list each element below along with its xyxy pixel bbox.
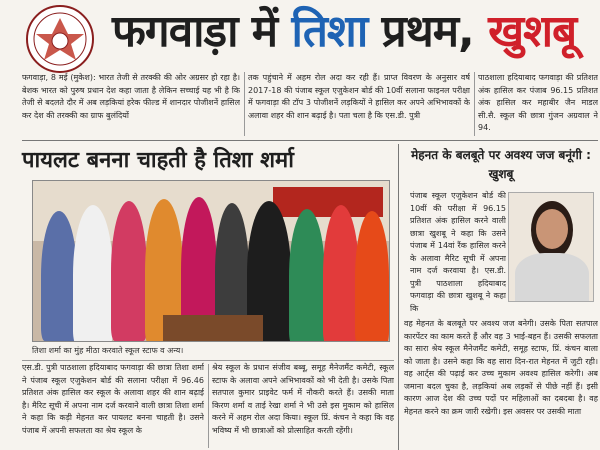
section-divider xyxy=(22,140,598,141)
right-article-body: वह मेहनत के बलबूते पर अवश्य जज बनेगी। उसके पिता सतपाल कारपेंटर का काम करते हैं और वह 3 भाई-बहन हैं। उसकी सफलता का सारा श्रेय स्कूल मैनेजमैंट कमेटी, समूह स्टाफ, प्रिं. कंचन बाला को जाता है। उसने कहा कि वह सारा दिन-रात मेहनत में जुटी रही। वह आर्ट्स की पढ़ाई कर उच्च मुकाम अवश्य हासिल करेगी। अब जमाना बदल चुका है, लड़कियां अब लड़कों से पीछे नहीं हैं। इसी कारण आज देश की उच्च पदों पर महिलाओं का दबदबा है। वह मेहनत करने का क्रम जारी रखेगी। इस अवसर पर उसकी माता xyxy=(404,319,598,416)
person xyxy=(289,209,325,342)
column-divider xyxy=(208,364,209,448)
top-article-col-2: तक पहुंचाने में अहम रोल अदा कर रही हैं। प्राप्त विवरण के अनुसार वर्ष 2017-18 की पंजाब स्कूल एजुकेशन बोर्ड की 10वीं सलाना फाइनल परीक्षा में फगवाड़ा की टॉप 3 पोजीशनें लड़कियों ने हासिल कर अपने अभिभावकों के अलावा शहर की शान बढ़ाई है। पता चला है कि एस.डी. पुत्री xyxy=(248,73,470,120)
person xyxy=(323,205,359,342)
column-divider xyxy=(398,144,399,450)
top-article-col-3: पाठशाला हदियाबाद फगवाड़ा की प्रतिशत अंक हासिल कर पंजाब 96.15 प्रतिशत अंक हासिल कर महाबीर जैन माडल सी.सै. स्कूल की छात्रा गुंजन अग्रवाल ने 94. xyxy=(478,73,598,132)
school-logo xyxy=(22,4,98,74)
left-article-col-1: एस.डी. पुत्री पाठशाला हदियाबाद फगवाड़ा की छात्रा तिशा शर्मा ने पंजाब स्कूल एजुकेशन बोर्ड की सलाना परीक्षा में 96.46 प्रतिशत अंक हासिल कर स्कूल के अलावा शहर की शान बढ़ाई है। मैरिट सूची में अपना नाम दर्ज करवाने वाली छात्रा तिशा शर्मा ने कहा कि कड़ी मेहनत कर पायलट बनना चाहती है। उसने पंजाब में अपनी सफलता का श्रेय स्कूल के xyxy=(22,363,204,435)
left-article-headline: पायलट बनना चाहती है तिशा शर्मा xyxy=(22,148,294,173)
person xyxy=(355,211,389,342)
portrait-body xyxy=(515,253,589,302)
school-seal-icon xyxy=(22,4,98,74)
left-article-col-2: श्रेय स्कूल के प्रधान संजीव बब्बू, समूह मैनेजमैंट कमेटी, स्कूल स्टाफ के अलावा अपने अभिभावकों को भी देती है। उसके पिता सतपाल कुमार प्राइवेट फर्म में नौकरी करते हैं। उसकी माता किरण शर्मा व ताई रेखा शर्मा ने भी उसे इस मुकाम को हासिल करने में अहम रोल अदा किया। स्कूल प्रिं. कंचन ने कहा कि वह भविष्य में भी छात्राओं को प्रोत्साहित करती रहेंगी। xyxy=(212,363,394,435)
section-divider xyxy=(22,360,394,361)
headline-part-3: प्रथम, xyxy=(367,6,489,57)
top-article-col-1: फगवाड़ा, 8 मई (मुकेश): भारत तेजी से तरक्की की ओर अग्रसर हो रहा है। बेशक भारत को पुरुष प्रधान देश कहा जाता है लेकिन सच्चाई यह भी है कि तेजी से बदलते दौर में अब लड़कियां हरेक फील्ड में शानदार पोजीशनें हासिल कर देश की तरक्की का ग्राफ बुलंदियों xyxy=(22,73,240,120)
headline-part-4: खुशबू xyxy=(488,6,577,57)
person xyxy=(73,205,113,342)
right-article-headline: मेहनत के बलबूते पर अवश्य जज बनूंगी : खुशबू xyxy=(411,148,591,181)
headline-part-2: तिशा xyxy=(291,6,368,57)
column-divider xyxy=(244,72,245,136)
right-article-intro: पंजाब स्कूल एजुकेशन बोर्ड की 10वीं की परीक्षा में 96.15 प्रतिशत अंक हासिल करने वाली छात्रा खुशबू ने कहा कि उसने पंजाब में 14वां रैंक हासिल करने के अलावा मैरिट सूची में अपना नाम दर्ज करवाया है। एस.डी. पुत्री पाठशाला हदियाबाद फगवाड़ा की छात्रा खुशबू ने कहा कि xyxy=(410,191,506,313)
person xyxy=(111,201,147,341)
photo-cake-table xyxy=(163,315,263,342)
portrait-face xyxy=(536,209,568,249)
main-headline xyxy=(112,6,600,62)
person xyxy=(41,211,77,341)
group-photo xyxy=(32,180,390,342)
portrait-photo xyxy=(508,192,594,302)
headline-part-1: फगवाड़ा में xyxy=(112,6,292,57)
column-divider xyxy=(474,72,475,136)
photo-caption: तिशा शर्मा का मुंह मीठा करवाते स्कूल स्टाफ व अन्य। xyxy=(32,346,184,355)
